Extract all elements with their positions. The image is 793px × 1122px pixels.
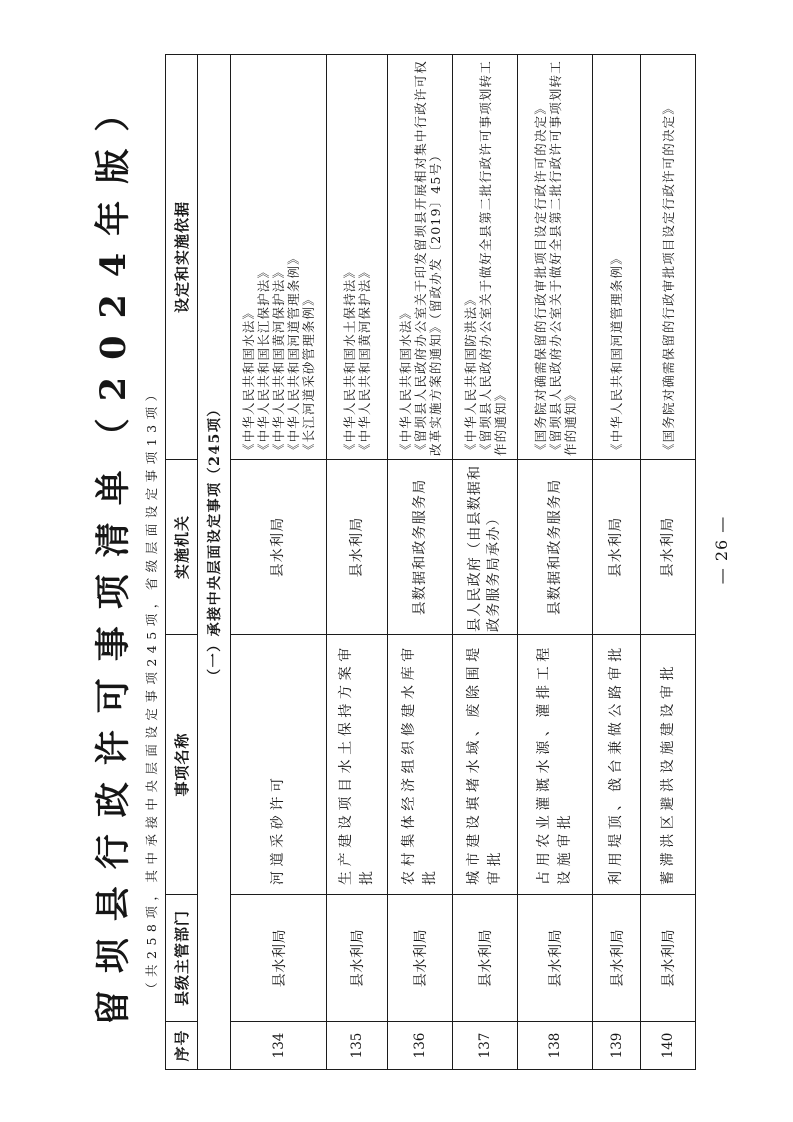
- basis-document: 《留坝县人民政府办公室关于做好全县第二批行政许可事项划转工作的通知》: [477, 60, 508, 456]
- basis-document: 《中华人民共和国河道管理条例》: [609, 251, 624, 456]
- document-title: 留坝县行政许可事项清单（2024年版）: [93, 79, 134, 1026]
- row-item-name: 占用农业灌溉水源、灌排工程设施审批: [518, 635, 593, 895]
- table-row: [231, 55, 327, 1070]
- table-row: [641, 55, 696, 1070]
- table-row: [453, 55, 518, 1070]
- row-agency-cell: [327, 460, 388, 635]
- basis-document: 《中华人民共和国水法》: [241, 305, 256, 456]
- row-index: 138: [518, 1022, 593, 1070]
- table-row: [388, 55, 453, 1070]
- row-basis-cell: [453, 55, 518, 460]
- table-row: [593, 55, 641, 1070]
- row-agency: 县人民政府（由县数据和政务服务局承办）: [467, 464, 502, 632]
- row-department: 县水利局: [231, 895, 327, 1022]
- basis-document: 《留坝县人民政府办公室关于做好全县第二批行政许可事项划转工作的通知》: [547, 60, 578, 456]
- row-agency: 县水利局: [659, 516, 676, 578]
- table-row: [518, 55, 593, 1070]
- row-basis-cell: [388, 55, 453, 460]
- row-index: 135: [327, 1022, 388, 1070]
- basis-document: 《中华人民共和国长江保护法》: [256, 264, 271, 456]
- section-row: [198, 55, 231, 1070]
- row-basis-cell: [593, 55, 641, 460]
- row-department: 县水利局: [453, 895, 518, 1022]
- row-agency-cell: [593, 460, 641, 635]
- basis-document: 《中华人民共和国黄河保护法》: [357, 264, 372, 456]
- header-basis: 设定和实施依据: [166, 55, 198, 460]
- row-department: 县水利局: [518, 895, 593, 1022]
- permit-list-table: [165, 54, 696, 1070]
- basis-document: 《中华人民共和国河道管理条例》: [286, 251, 301, 456]
- row-item-name: 城市建设填堵水域、废除围堤审批: [453, 635, 518, 895]
- row-agency: 县水利局: [608, 516, 624, 578]
- row-department: 县水利局: [641, 895, 696, 1022]
- row-index: 134: [231, 1022, 327, 1070]
- row-basis-cell: [231, 55, 327, 460]
- row-department: 县水利局: [388, 895, 453, 1022]
- basis-document: 《中华人民共和国防洪法》: [462, 292, 478, 456]
- basis-document: 《国务院对确需保留的行政审批项目设定行政许可的决定》: [660, 101, 676, 456]
- basis-document: 《中华人民共和国黄河保护法》: [271, 264, 286, 456]
- table-row: [327, 55, 388, 1070]
- section-title: （一）承接中央层面设定事项（245项）: [198, 55, 231, 1070]
- header-agency: 实施机关: [166, 460, 198, 635]
- row-index: 139: [593, 1022, 641, 1070]
- row-agency: 县数据和政务服务局: [546, 478, 563, 616]
- row-department: 县水利局: [593, 895, 641, 1022]
- header-item-name: 事项名称: [166, 635, 198, 895]
- row-agency: 县水利局: [348, 516, 365, 578]
- row-item-name: 利用堤顶、戗台兼做公路审批: [593, 635, 641, 895]
- row-basis-cell: [518, 55, 593, 460]
- basis-document: 《长江河道采砂管理条例》: [301, 292, 316, 456]
- row-index: 137: [453, 1022, 518, 1070]
- row-agency-cell: [518, 460, 593, 635]
- header-index: 序号: [166, 1022, 198, 1070]
- row-item-name: 农村集体经济组织修建水库审批: [388, 635, 453, 895]
- row-department: 县水利局: [327, 895, 388, 1022]
- row-basis-cell: [641, 55, 696, 460]
- row-index: 140: [641, 1022, 696, 1070]
- row-agency: 县数据和政务服务局: [411, 478, 428, 616]
- basis-document: 《中华人民共和国水土保持法》: [342, 264, 357, 456]
- row-item-name: 蓄滞洪区避洪设施建设审批: [641, 635, 696, 895]
- row-item-name: 河道采砂许可: [231, 635, 327, 895]
- basis-document: 《中华人民共和国水法》: [397, 305, 413, 456]
- row-agency: 县水利局: [270, 516, 286, 578]
- row-item-name: 生产建设项目水土保持方案审批: [327, 635, 388, 895]
- header-department: 县级主管部门: [166, 895, 198, 1022]
- page-number: — 26 —: [712, 515, 731, 585]
- document-subtitle: （共258项，其中承接中央层面设定事项245项，省级层面设定事项13项）: [144, 383, 159, 995]
- row-agency-cell: [453, 460, 518, 635]
- row-agency-cell: [641, 460, 696, 635]
- row-index: 136: [388, 1022, 453, 1070]
- row-basis-cell: [327, 55, 388, 460]
- basis-document: 《留坝县人民政府办公室关于印发留坝县开展相对集中行政许可权改革实施方案的通知》（留政办发〔2019〕45号）: [412, 60, 443, 456]
- table-header-row: [166, 55, 198, 1070]
- row-agency-cell: [388, 460, 453, 635]
- basis-document: 《国务院对确需保留的行政审批项目设定行政许可的决定》: [532, 101, 548, 456]
- row-agency-cell: [231, 460, 327, 635]
